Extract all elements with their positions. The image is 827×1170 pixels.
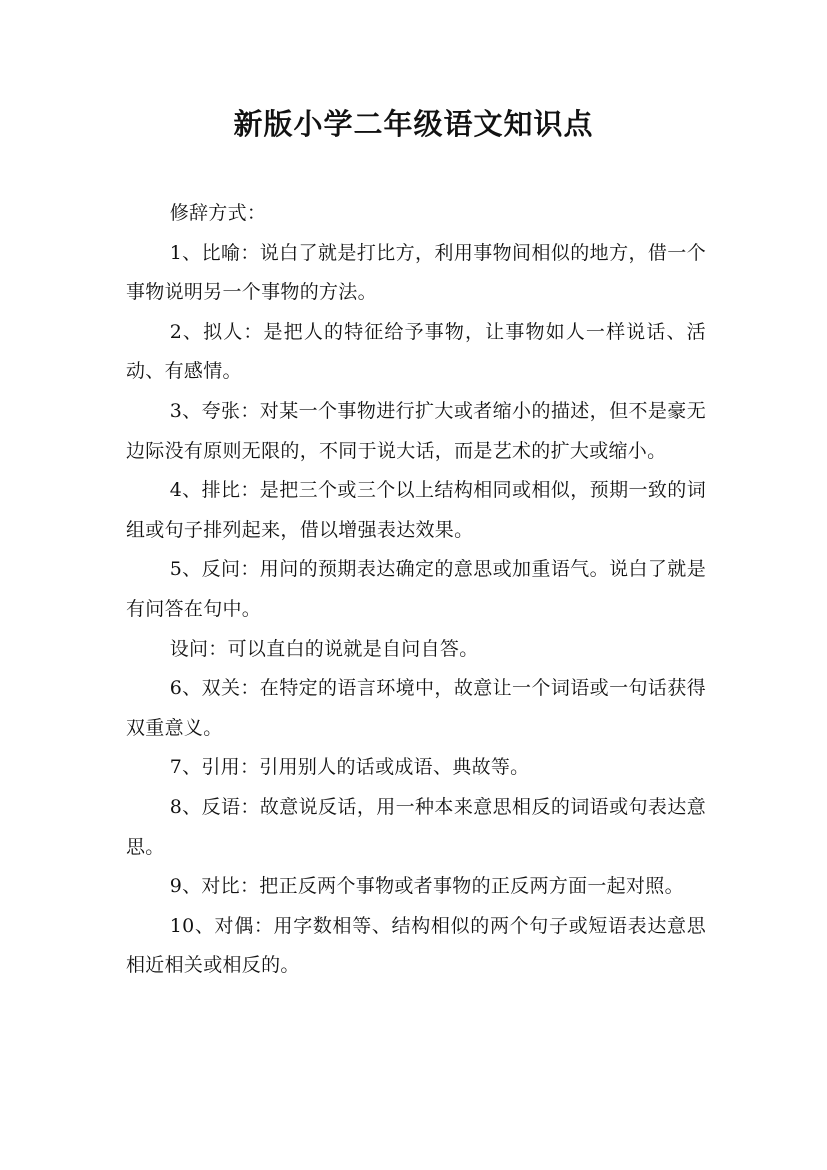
paragraph-metaphor: 1、比喻：说白了就是打比方，利用事物间相似的地方，借一个事物说明另一个事物的方法。 [126,241,706,304]
paragraph-self-question: 设问：可以直白的说就是自问自答。 [169,637,479,660]
paragraph-quotation: 7、引用：引用别人的话或成语、典故等。 [169,756,530,779]
document-title: 新版小学二年级语文知识点 [233,107,594,141]
paragraph-irony: 8、反语：故意说反话，用一种本来意思相反的词语或句表达意思。 [126,795,706,858]
paragraph-antithesis: 10、对偶：用字数相等、结构相似的两个句子或短语表达意思相近相关或相反的。 [126,914,706,977]
document-body [126,194,706,986]
paragraph-personification: 2、拟人：是把人的特征给予事物，让事物如人一样说话、活动、有感情。 [126,320,706,383]
paragraph-heading: 修辞方式： [169,202,267,224]
paragraph-contrast: 9、对比：把正反两个事物或者事物的正反两方面一起对照。 [169,875,684,898]
paragraph-rhetorical-question: 5、反问：用问的预期表达确定的意思或加重语气。说白了就是有问答在句中。 [126,558,706,620]
paragraph-hyperbole: 3、夸张：对某一个事物进行扩大或者缩小的描述，但不是豪无边际没有原则无限的，不同于说大话，而是艺术的扩大或缩小。 [126,399,706,462]
paragraph-pun: 6、双关：在特定的语言环境中，故意让一个词语或一句话获得双重意义。 [126,677,706,739]
paragraph-parallelism: 4、排比：是把三个或三个以上结构相同或相似，预期一致的词组或句子排列起来，借以增强表达效果。 [126,479,706,541]
